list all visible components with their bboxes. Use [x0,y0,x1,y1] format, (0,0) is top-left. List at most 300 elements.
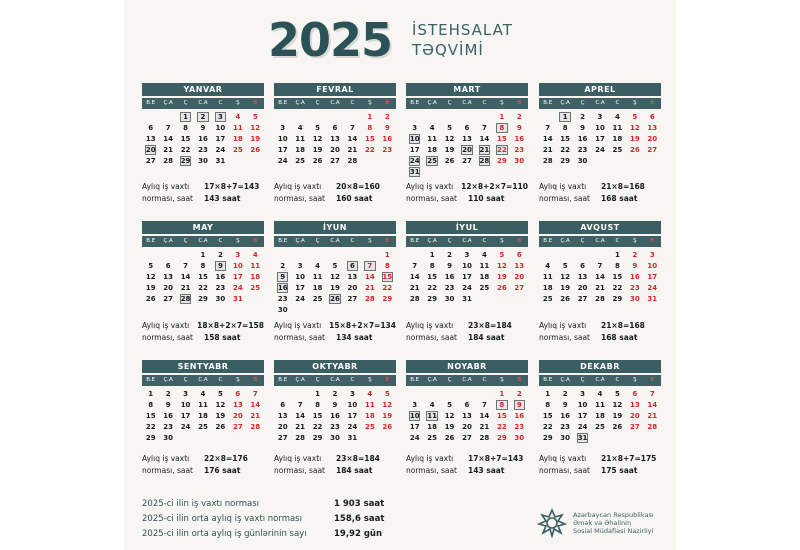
day-cell: 4 [429,124,435,132]
day-cell: 26 [145,295,156,303]
day-cell: 17 [347,412,358,420]
day-cell: 19 [612,412,623,420]
empty-cell [326,112,343,123]
day-cell: 27 [163,295,173,303]
day-cell: 20 [142,145,159,156]
weekday-label: B [253,377,258,383]
empty-cell [309,250,326,261]
day-cell: 7 [297,401,303,409]
empty-cell [274,389,291,400]
norm-label: Aylıq iş vaxtı [274,182,322,191]
day-cell: 25 [542,295,553,303]
day-cell: 5 [217,390,223,398]
day-cell: 23 [514,146,525,154]
day-cell: 15 [379,272,396,283]
day-cell: 1 [614,251,620,259]
empty-cell [406,250,423,261]
day-cell: 27 [577,295,588,303]
day-cell: 23 [277,295,288,303]
day-cell: 8 [493,123,510,134]
empty-cell [458,112,475,123]
summary-value: 1 903 saat [334,499,385,509]
day-cell: 23 [444,284,455,292]
ministry-line-1: Azərbaycan Respublikası [573,511,654,519]
empty-cell [274,250,291,261]
day-cell: 23 [514,423,525,431]
day-cell: 22 [198,284,208,292]
day-cell: 15 [496,135,507,143]
day-cell: 5 [315,124,320,132]
weekday-label: C [482,100,487,106]
norm-row [142,453,264,465]
day-cell: 16 [514,135,525,143]
day-cell: 9 [212,261,229,272]
month-work-norm [274,181,396,205]
weekday-header [274,236,396,247]
day-cell: 14 [163,135,173,143]
norm-formula: 17×8+7=143 [468,454,524,463]
day-cell: 9 [516,124,522,132]
day-cell: 16 [560,412,570,420]
day-cell: 26 [560,295,570,303]
weekday-label: Ç [447,238,452,244]
weekday-label: C.A [462,100,472,106]
day-cell: 31 [406,167,423,178]
day-cell: 13 [347,273,358,281]
norm-formula: 23×8=184 [468,321,512,330]
day-cell: 3 [349,390,355,398]
empty-cell [539,250,556,261]
ministry-emblem-icon [537,508,567,538]
weekday-label: C.A [462,377,472,383]
weekday-label: Ç.A [427,377,437,383]
day-cell: 13 [462,412,472,420]
norm-row [142,193,264,205]
day-cell: 15 [198,273,208,281]
empty-cell [177,250,194,261]
day-grid [142,250,264,305]
day-cell: 19 [312,146,323,154]
day-cell: 21 [409,284,420,292]
day-cell: 25 [250,284,261,292]
day-cell: 10 [277,135,288,143]
day-cell: 8 [493,400,510,411]
day-cell: 2 [280,262,286,270]
weekday-label: Ç.A [163,100,173,106]
month-title: SENTYABR [142,360,264,373]
day-cell: 6 [464,401,470,409]
weekday-label: B.E [543,377,553,383]
day-cell: 4 [614,113,620,121]
day-cell: 19 [215,412,226,420]
day-cell: 30 [514,434,525,442]
day-cell: 20 [647,135,658,143]
weekday-label: C [350,377,355,383]
day-cell: 5 [632,113,638,121]
weekday-label: C.A [595,100,605,106]
norm-formula: 15×8+2×7=134 [329,321,396,330]
day-cell: 6 [235,390,241,398]
day-cell: 26 [215,423,226,431]
day-cell: 26 [326,294,343,305]
day-grid [274,389,396,444]
day-cell: 24 [232,284,243,292]
day-cell: 16 [330,412,340,420]
day-cell: 2 [562,390,568,398]
weekday-label: Ç.A [295,238,305,244]
weekday-label: Ş [500,100,504,106]
day-cell: 11 [595,401,605,409]
weekday-label: B.E [410,100,420,106]
day-cell: 9 [384,124,390,132]
day-cell: 13 [514,262,525,270]
weekday-label: Ç [315,100,320,106]
day-cell: 30 [444,295,455,303]
norm-label: norması, saat [539,194,590,203]
day-cell: 26 [629,146,640,154]
weekday-label: B [517,377,522,383]
day-cell: 23 [215,284,226,292]
weekday-label: B.E [278,377,288,383]
day-cell: 1 [499,390,505,398]
day-cell: 26 [444,157,455,165]
norm-total: 143 saat [204,194,241,203]
weekday-label: Ç [315,238,320,244]
norm-label: Aylıq iş vaxtı [274,454,322,463]
day-cell: 5 [614,390,620,398]
day-cell: 5 [384,390,390,398]
day-cell: 25 [295,157,305,165]
day-cell: 24 [647,284,658,292]
day-cell: 23 [330,423,340,431]
weekday-header [142,98,264,109]
day-cell: 10 [180,401,191,409]
day-cell: 13 [277,412,288,420]
day-cell: 10 [647,262,658,270]
day-cell: 18 [312,284,323,292]
day-cell: 14 [595,273,605,281]
day-cell: 16 [577,135,588,143]
day-cell: 1 [556,112,573,123]
day-cell: 12 [629,124,640,132]
weekday-header [539,98,661,109]
norm-label: norması, saat [274,333,325,342]
day-cell: 25 [312,295,323,303]
day-cell: 22 [542,423,553,431]
day-cell: 7 [597,262,603,270]
weekday-label: Ş [236,100,240,106]
day-cell: 8 [315,401,320,409]
norm-label: norması, saat [142,466,193,475]
day-cell: 13 [647,124,658,132]
day-cell: 9 [165,401,171,409]
month-title: İYUN [274,221,396,234]
day-cell: 28 [647,423,658,431]
empty-cell [291,112,308,123]
norm-total: 134 saat [336,333,373,342]
day-cell: 17 [232,273,243,281]
day-cell: 5 [499,251,505,259]
empty-cell [326,250,343,261]
norm-label: Aylıq iş vaxtı [406,321,454,330]
weekday-header [406,98,528,109]
day-cell: 22 [560,146,570,154]
month-work-norm [142,453,264,477]
day-cell: 10 [462,262,472,270]
day-cell: 6 [580,262,585,270]
weekday-label: C.A [198,100,208,106]
empty-cell [406,112,423,123]
month-work-norm [406,453,528,477]
day-cell: 24 [295,295,305,303]
day-cell: 16 [629,273,640,281]
weekday-label: B.E [543,238,553,244]
weekday-label: B [650,238,655,244]
ministry-line-3: Sosial Müdafiəsi Nazirliyi [573,527,654,535]
weekday-label: Ç [580,100,585,106]
day-cell: 20 [232,412,243,420]
empty-cell [476,112,493,123]
day-cell: 16 [444,273,455,281]
day-cell: 8 [367,124,373,132]
empty-cell [539,112,556,123]
weekday-header [142,375,264,386]
month-title: MAY [142,221,264,234]
day-cell: 14 [542,135,553,143]
norm-total: 160 saat [336,194,373,203]
month-block [406,221,528,305]
month-block [539,83,661,167]
weekday-label: B.E [543,100,553,106]
day-cell: 20 [347,284,358,292]
day-cell: 15 [312,412,323,420]
empty-cell [361,250,378,261]
month-block [142,83,264,167]
summary-label: 2025-ci ilin iş vaxtı norması [142,499,259,509]
month-title: OKTYABR [274,360,396,373]
day-cell: 7 [183,262,188,270]
norm-label: norması, saat [406,333,457,342]
weekday-label: Ş [236,377,240,383]
norm-label: Aylıq iş vaxtı [539,321,587,330]
ministry-logo [537,508,654,538]
weekday-label: C [482,377,487,383]
weekday-label: B [517,100,522,106]
day-cell: 29 [312,434,323,442]
norm-row [406,453,528,465]
day-cell: 31 [647,295,658,303]
day-cell: 11 [427,135,437,143]
day-cell: 28 [163,157,173,165]
day-cell: 14 [409,273,420,281]
day-cell: 7 [481,124,487,132]
day-cell: 13 [577,273,588,281]
day-cell: 3 [183,390,188,398]
day-cell: 11 [250,262,261,270]
norm-row [274,181,396,193]
weekday-label: B.E [146,100,156,106]
month-title: AVQUST [539,221,661,234]
norm-formula: 21×8=168 [601,182,645,191]
day-cell: 20 [163,284,173,292]
day-cell: 30 [514,157,525,165]
day-cell: 11 [312,273,323,281]
day-cell: 2 [165,390,171,398]
day-cell: 12 [215,401,226,409]
day-cell: 26 [612,423,623,431]
day-cell: 17 [647,273,658,281]
weekday-label: C.A [462,238,472,244]
norm-formula: 21×8+7=175 [601,454,657,463]
day-cell: 16 [514,412,525,420]
day-cell: 26 [444,434,455,442]
day-cell: 30 [163,434,173,442]
day-cell: 27 [647,146,658,154]
norm-total: 168 saat [601,194,638,203]
day-cell: 3 [412,401,418,409]
day-cell: 8 [562,124,568,132]
day-cell: 21 [250,412,261,420]
weekday-label: C [218,100,223,106]
norm-total: 176 saat [204,466,241,475]
day-cell: 8 [429,262,435,270]
day-grid [406,250,528,305]
day-cell: 28 [409,295,420,303]
day-cell: 3 [580,390,585,398]
day-cell: 24 [409,434,420,442]
day-cell: 5 [447,124,452,132]
day-cell: 17 [409,423,420,431]
norm-total: 175 saat [601,466,638,475]
empty-cell [406,389,423,400]
month-block [539,221,661,305]
day-cell: 4 [545,262,551,270]
weekday-label: Ş [633,377,637,383]
day-cell: 28 [347,157,358,165]
day-cell: 3 [412,124,418,132]
day-cell: 17 [295,284,305,292]
weekday-label: Ş [633,100,637,106]
day-cell: 5 [252,113,258,121]
summary-label: 2025-ci ilin orta aylıq iş vaxtı norması [142,514,302,524]
norm-label: norması, saat [539,466,590,475]
day-cell: 18 [198,412,208,420]
weekday-label: Ç.A [163,377,173,383]
empty-cell [574,250,591,261]
day-cell: 3 [464,251,470,259]
day-cell: 29 [198,295,208,303]
day-grid [539,112,661,167]
day-cell: 9 [511,400,528,411]
day-cell: 23 [198,146,208,154]
weekday-label: C.A [330,377,340,383]
norm-formula: 12×8+2×7=110 [461,182,528,191]
day-cell: 31 [574,433,591,444]
day-cell: 18 [595,412,605,420]
day-cell: 25 [198,423,208,431]
norm-row [142,465,264,477]
day-cell: 7 [481,401,487,409]
day-cell: 19 [250,135,261,143]
empty-cell [142,112,159,123]
weekday-label: B.E [410,238,420,244]
day-cell: 19 [444,146,455,154]
day-cell: 12 [330,273,340,281]
day-cell: 18 [542,284,553,292]
day-cell: 29 [145,434,156,442]
weekday-label: Ş [500,238,504,244]
day-cell: 4 [597,390,603,398]
month-work-norm [539,181,661,205]
day-cell: 22 [382,284,393,292]
day-cell: 22 [364,146,375,154]
day-cell: 27 [462,434,472,442]
weekday-label: Ç.A [295,377,305,383]
norm-label: Aylıq iş vaxtı [406,454,454,463]
weekday-label: Ç.A [427,100,437,106]
day-cell: 7 [649,390,655,398]
day-cell: 16 [274,283,291,294]
day-cell: 7 [545,124,551,132]
norm-label: Aylıq iş vaxtı [274,321,322,330]
day-cell: 24 [347,423,358,431]
norm-formula: 18×8+2×7=158 [197,321,264,330]
weekday-header [142,236,264,247]
weekday-label: Ç [580,377,585,383]
month-work-norm [142,181,264,205]
day-cell: 8 [148,401,154,409]
day-cell: 30 [198,157,208,165]
day-cell: 28 [476,156,493,167]
day-grid [539,250,661,305]
day-cell: 22 [612,284,623,292]
norm-row [142,320,264,332]
day-cell: 14 [180,273,191,281]
day-cell: 25 [364,423,375,431]
day-cell: 2 [580,113,585,121]
day-cell: 14 [479,135,490,143]
weekday-label: Ş [633,238,637,244]
day-cell: 9 [580,124,585,132]
norm-label: norması, saat [274,466,325,475]
day-cell: 8 [614,262,620,270]
ministry-name [573,511,654,535]
day-cell: 29 [382,295,393,303]
empty-cell [441,389,458,400]
weekday-label: B.E [278,238,288,244]
day-cell: 20 [458,145,475,156]
weekday-label: B [253,100,258,106]
weekday-label: C [615,238,620,244]
day-cell: 10 [295,273,305,281]
norm-formula: 17×8+7=143 [204,182,260,191]
day-cell: 2 [332,390,338,398]
weekday-label: B.E [278,100,288,106]
day-cell: 11 [479,262,490,270]
day-cell: 8 [183,124,188,132]
title-year: 2025 [268,13,393,67]
norm-row [406,332,528,344]
weekday-label: B [385,100,390,106]
norm-label: norması, saat [274,194,325,203]
day-cell: 6 [148,124,154,132]
day-cell: 22 [145,423,156,431]
day-cell: 27 [277,434,288,442]
weekday-header [406,236,528,247]
day-cell: 11 [295,135,305,143]
day-cell: 8 [200,262,206,270]
day-cell: 19 [330,284,340,292]
